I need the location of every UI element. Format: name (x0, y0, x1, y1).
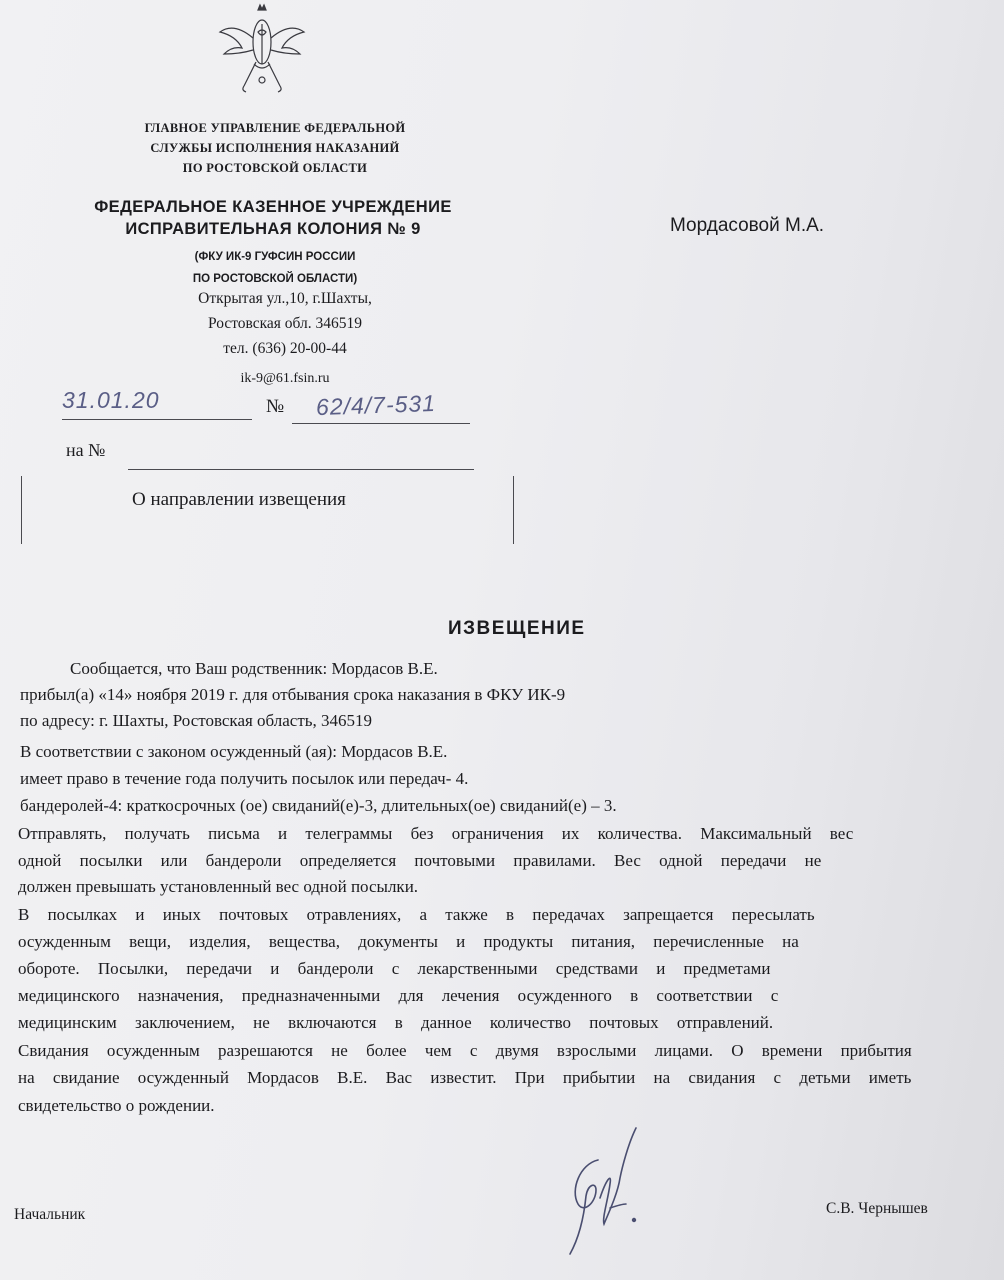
institution-email: ik-9@61.fsin.ru (240, 371, 330, 386)
subject-line: О направлении извещения (132, 489, 346, 510)
paragraph-line: обороте. Посылки, передачи и бандероли с лекарственными средствами и предметами (18, 959, 771, 978)
notice-line: прибыл(а) «14» ноября 2019 г. для отбывания срока наказания в ФКУ ИК-9 (20, 685, 566, 704)
paragraph-line: Отправлять, получать письма и телеграммы без ограничения их количества. Максимальный вес (18, 824, 854, 843)
ministry-line: ГЛАВНОЕ УПРАВЛЕНИЕ ФЕДЕРАЛЬНОЙ (144, 121, 406, 135)
paragraph-line: медицинского назначения, предназначенными для лечения осужденного в соответствии с (18, 986, 779, 1005)
institution-address (100, 286, 470, 361)
outgoing-number: 62/4/7-531 (315, 389, 437, 421)
paragraph-line: одной посылки или бандероли определяется почтовыми правилами. Вес одной передачи не (18, 851, 822, 870)
ministry-heading (100, 118, 450, 178)
reply-to-label: на № (66, 440, 106, 460)
phone-line: тел. (636) 20-00-44 (223, 340, 347, 357)
reply-to-underline (128, 469, 474, 470)
institution-short-line: (ФКУ ИК-9 ГУФСИН РОССИИ (194, 251, 356, 263)
institution-line: ФЕДЕРАЛЬНОЕ КАЗЕННОЕ УЧРЕЖДЕНИЕ (94, 198, 452, 216)
notice-line: В соответствии с законом осужденный (ая): Мордасов В.Е. (20, 742, 448, 761)
subject-bracket-right (513, 476, 514, 544)
signer-name: С.В. Чернышев (826, 1200, 928, 1217)
paragraph-line: осужденным вещи, изделия, вещества, документы и продукты питания, перечисленные на (18, 932, 799, 951)
subject-bracket-left (21, 476, 22, 544)
outgoing-date: 31.01.20 (62, 387, 160, 413)
signer-position: Начальник (14, 1206, 86, 1223)
notice-line: Сообщается, что Ваш родственник: Мордасов В.Е. (70, 659, 438, 678)
institution-heading (38, 196, 508, 240)
institution-line: ИСПРАВИТЕЛЬНАЯ КОЛОНИЯ № 9 (125, 220, 421, 238)
paragraph-line: свидетельство о рождении. (18, 1096, 215, 1115)
notice-title: ИЗВЕЩЕНИЕ (448, 618, 586, 639)
notice-line: бандеролей-4: краткосрочных (ое) свиданий(е)-3, длительных(ое) свиданий(е) – 3. (20, 796, 617, 815)
ministry-line: СЛУЖБЫ ИСПОЛНЕНИЯ НАКАЗАНИЙ (150, 141, 400, 155)
address-line: Открытая ул.,10, г.Шахты, (198, 290, 372, 307)
notice-line: по адресу: г. Шахты, Ростовская область, 346519 (20, 711, 373, 730)
fsin-emblem-icon (214, 2, 310, 96)
paragraph-line: Свидания осужденным разрешаются не более чем с двумя взрослыми лицами. О времени прибытия (18, 1041, 912, 1060)
institution-short-name (100, 246, 450, 290)
date-underline (62, 419, 252, 420)
paragraph-line: В посылках и иных почтовых отравлениях, а также в передачах запрещается пересылать (18, 905, 815, 924)
handwritten-signature (540, 1120, 650, 1260)
institution-short-line: ПО РОСТОВСКОЙ ОБЛАСТИ) (192, 273, 358, 285)
number-underline (292, 423, 470, 424)
address-line: Ростовская обл. 346519 (207, 315, 363, 332)
number-sign: № (266, 396, 285, 417)
paragraph-line: должен превышать установленный вес одной посылки. (18, 877, 419, 896)
paragraph-line: медицинским заключением, не включаются в данное количество почтовых отправлений. (18, 1013, 774, 1032)
recipient-name: Мордасовой М.А. (670, 215, 825, 236)
ministry-line: ПО РОСТОВСКОЙ ОБЛАСТИ (182, 161, 368, 175)
notice-line: имеет право в течение года получить посылок или передач- 4. (20, 769, 469, 788)
paragraph-line: на свидание осужденный Мордасов В.Е. Вас известит. При прибытии на свидания с детьми иметь (18, 1068, 912, 1087)
